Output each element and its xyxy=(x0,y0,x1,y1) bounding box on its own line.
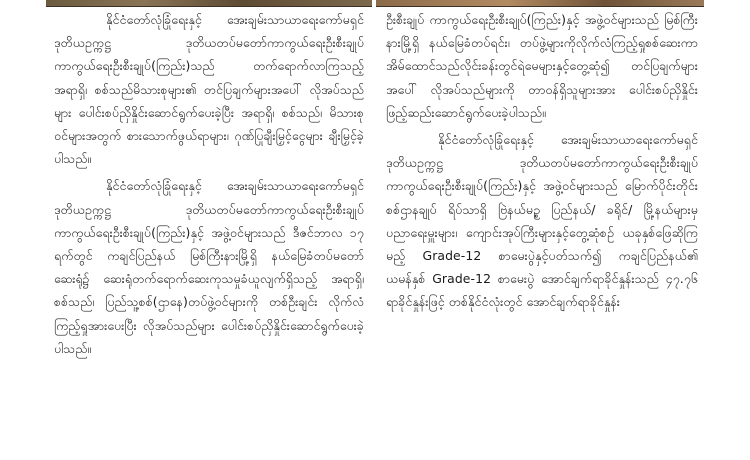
article-column-right xyxy=(386,8,698,460)
article-photo-left xyxy=(46,0,372,7)
paragraph: ဦးစီးချုပ် ကာကွယ်ရေးဦးစီးချုပ်(ကြည်း)နှင့် အဖွဲ့ဝင်များသည် မြစ်ကြီးနားမြို့ရှိ နယ်မြေခံတပ်ရင်း၊ တပ်ဖွဲ့များကိုလိုက်လံကြည့်ရှုစစ်ဆေးကာ အိမ်ထောင်သည်လိုင်းခန်းတွင်ရဲမေများနှင့်တွေ့ဆုံ၍ တင်ပြချက်များအပေါ် လိုအပ်သည်များကို တာဝန်ရှိသူများအား ပေါင်းစပ်ညှိနှိုင်းဖြည့်ဆည်းဆောင်ရွက်ပေးခဲ့ပါသည်။ xyxy=(386,12,698,120)
paragraph: နိုင်ငံတော်လုံခြုံရေးနှင့် အေးချမ်းသာယာရေးကော်မရှင် ဒုတိယဥက္ကဋ္ဌ ဒုတိယတပ်မတော်ကာကွယ်ရေးဦးစီးချုပ် ကာကွယ်ရေးဦးစီးချုပ်(ကြည်း)သည် တက်ရောက်လာကြသည့် အရာရှိ၊ စစ်သည်မိသားစုများ၏ တင်ပြချက်များအပေါ် လိုအပ်သည်များ ပေါင်းစပ်ညှိနှိုင်းဆောင်ရွက်ပေးခဲ့ပြီး အရာရှိ၊ စစ်သည်၊ မိသားစုဝင်များအတွက် စားသောက်ဖွယ်ရာများ၊ ဂုဏ်ပြုချီးမြှင့်ငွေများ ချီးမြှင့်ခဲ့ပါသည်။ xyxy=(54,12,364,167)
article-column-left xyxy=(54,8,364,460)
paragraph: နိုင်ငံတော်လုံခြုံရေးနှင့် အေးချမ်းသာယာရေးကော်မရှင် ဒုတိယဥက္ကဋ္ဌ ဒုတိယတပ်မတော်ကာကွယ်ရေးဦးစီးချုပ် ကာကွယ်ရေးဦးစီးချုပ်(ကြည်း)နှင့် အဖွဲ့ဝင်များသည် မြောက်ပိုင်းတိုင်းစစ်ဌာနချုပ် ရိပ်သာရှိ ဗြဲနယ်မဥ္စ ပြည်နယ်/ ခရိုင်/ မြို့နယ်များမှ ပညာရေးမှူးများ၊ ကျောင်းအုပ်ကြီးများနှင့်တွေ့ဆုံစဉ် ယခုနှစ်ဖြေဆိုကြမည့် Grade-12 စာမေးပွဲနှင့်ပတ်သက်၍ ကချင်ပြည်နယ်၏ ယမန်နှစ် Grade-12 စာမေးပွဲ အောင်ချက်ရာခိုင်နှုန်းသည် ၄၇.၇၆ ရာခိုင်နှုန်းဖြင့် တစ်နိုင်ငံလုံးတွင် အောင်ချက်ရာခိုင်နှုန်း xyxy=(386,132,698,310)
paragraph: နိုင်ငံတော်လုံခြုံရေးနှင့် အေးချမ်းသာယာရေးကော်မရှင် ဒုတိယဥက္ကဋ္ဌ ဒုတိယတပ်မတော်ကာကွယ်ရေးဦးစီးချုပ် ကာကွယ်ရေးဦးစီးချုပ်(ကြည်း)နှင့် အဖွဲ့ဝင်များသည် ဒီဇင်ဘာလ ၁၇ ရက်တွင် ကချင်ပြည်နယ် မြစ်ကြီးနားမြို့ရှိ နယ်မြေခံတပ်မတော်ဆေးရုံ၌ ဆေးရုံတက်ရောက်ဆေးကုသမှုခံယူလျက်ရှိသည့် အရာရှိ၊ စစ်သည်၊ ပြည်သူ့စစ်(ဌာနေ)တပ်ဖွဲ့ဝင်များကို တစ်ဦးချင်း လိုက်လံကြည့်ရှုအားပေးပြီး လိုအပ်သည်များ ပေါင်းစပ်ညှိနှိုင်းဆောင်ရွက်ပေးခဲ့ပါသည်။ xyxy=(54,178,364,356)
article-photo-right xyxy=(376,0,704,7)
